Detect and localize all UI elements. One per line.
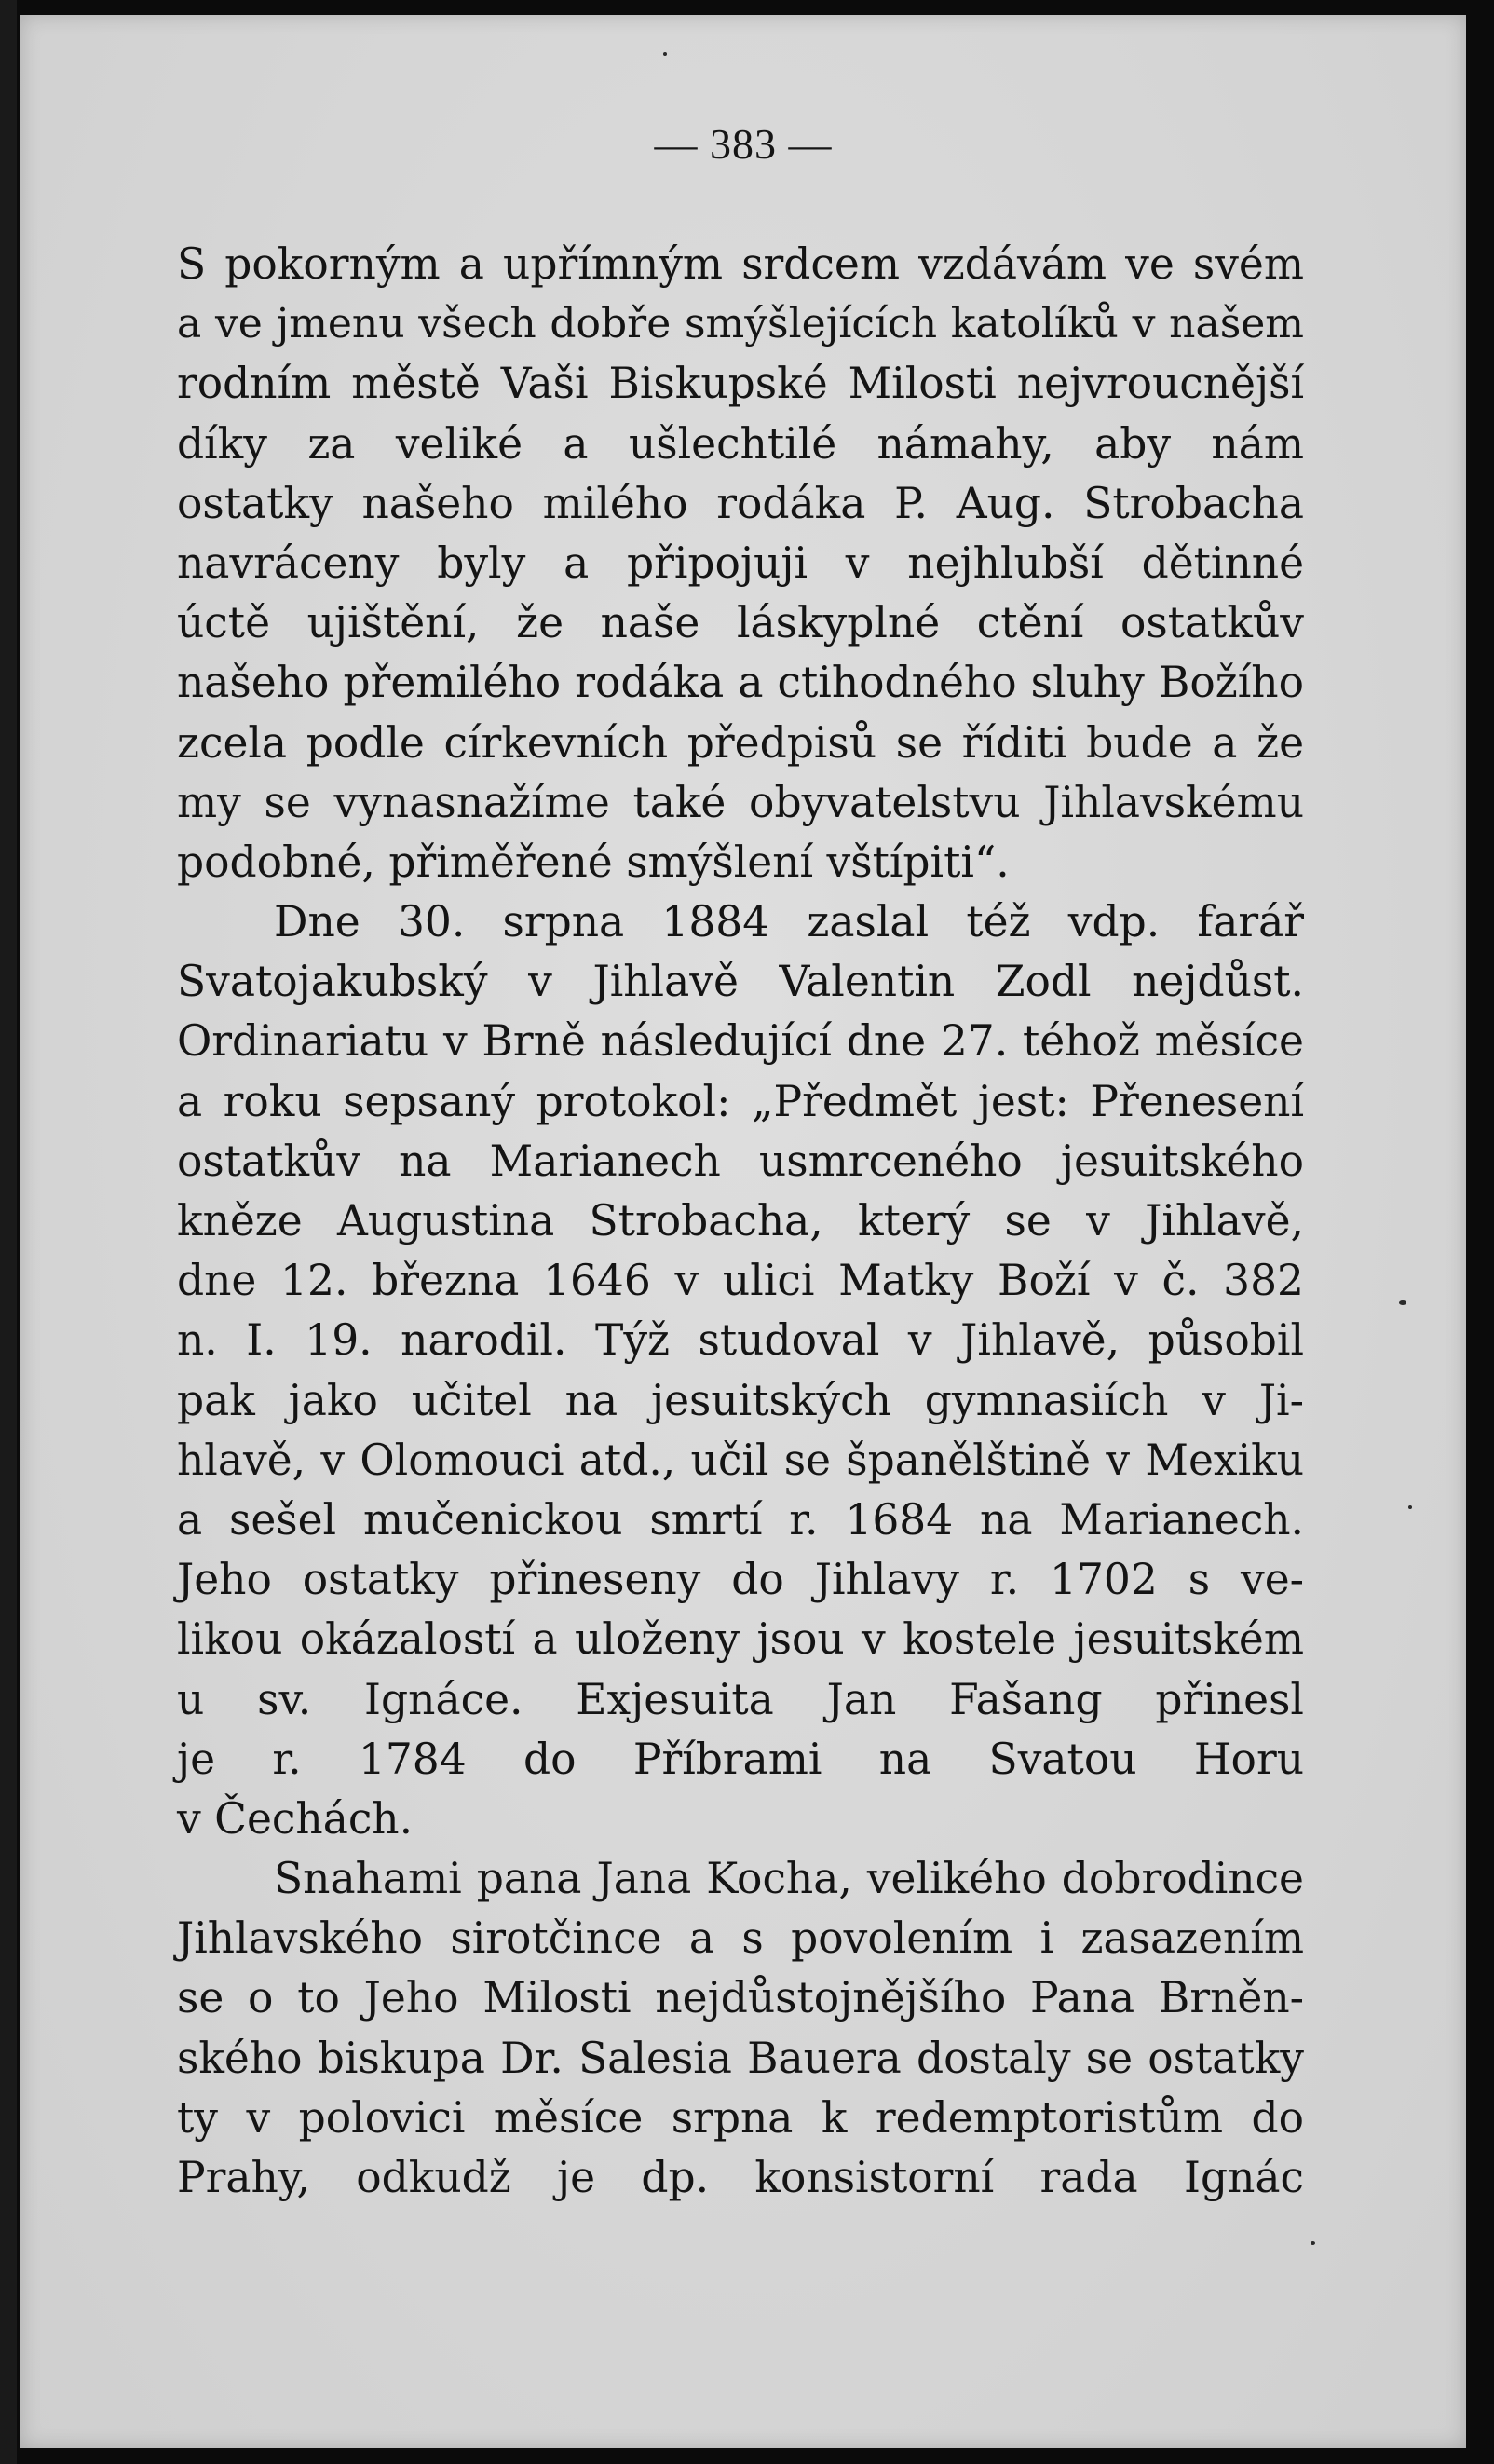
text-line: Svatojakubský v Jihlavě Valentin Zodl nejdůst.	[177, 957, 1304, 1007]
text-line: podobné, přiměřené smýšlení vštípiti“.	[177, 837, 1010, 887]
text-line: Jihlavského sirotčince a s povolením i zasazením	[177, 1913, 1304, 1964]
text-line: a sešel mučenickou smrtí r. 1684 na Marianech.	[177, 1494, 1304, 1545]
book-edge	[0, 0, 17, 2464]
text-line: ostatky našeho milého rodáka P. Aug. Strobacha	[177, 478, 1304, 528]
text-line: zcela podle církevních předpisů se říditi bude a že	[177, 717, 1304, 768]
text-line: rodním městě Vaši Biskupské Milosti nejvroucnější	[177, 359, 1304, 409]
text-line: n. I. 19. narodil. Týž studoval v Jihlavě, působil	[177, 1315, 1304, 1366]
text-line: našeho přemilého rodáka a ctihodného sluhy Božího	[177, 658, 1304, 708]
text-line: a roku sepsaný protokol: „Předmět jest: Přenesení	[177, 1076, 1304, 1126]
paper-speck	[1399, 1300, 1406, 1305]
page-body	[177, 235, 1304, 2208]
text-line: ského biskupa Dr. Salesia Bauera dostaly se ostatky	[177, 2033, 1304, 2083]
text-line: kněze Augustina Strobacha, který se v Jihlavě,	[177, 1196, 1304, 1246]
text-line: u sv. Ignáce. Exjesuita Jan Fašang přinesl	[177, 1674, 1304, 1724]
text-line: a ve jmenu všech dobře smýšlejících katolíků v našem	[177, 300, 1304, 348]
text-line: v Čechách.	[177, 1793, 414, 1844]
paragraph-start: Snahami pana Jana Kocha, velikého dobrodince	[274, 1854, 1304, 1904]
text-line: navráceny byly a připojuji v nejhlubší dětinné	[177, 538, 1304, 588]
text-line: Ordinariatu v Brně následující dne 27. téhož měsíce	[177, 1016, 1304, 1067]
paper-speck	[1311, 2241, 1315, 2245]
text-line: Jeho ostatky přineseny do Jihlavy r. 1702 s ve-	[177, 1555, 1304, 1605]
text-line: hlavě, v Olomouci atd., učil se španělštině v Mexiku	[177, 1435, 1304, 1485]
text-line: pak jako učitel na jesuitských gymnasiích v Ji-	[177, 1375, 1304, 1425]
text-line: je r. 1784 do Příbrami na Svatou Horu	[177, 1734, 1304, 1784]
text-line: S pokorným a upřímným srdcem vzdávám ve svém	[177, 239, 1304, 289]
paper-speck	[663, 52, 667, 56]
text-line: likou okázalostí a uloženy jsou v kostele jesuitském	[177, 1614, 1304, 1665]
text-line: se o to Jeho Milosti nejdůstojnějšího Pana Brněn-	[177, 1973, 1304, 2023]
text-line: ostatkův na Marianech usmrceného jesuitského	[177, 1136, 1304, 1186]
text-line: ty v polovici měsíce srpna k redemptoristům do	[177, 2092, 1304, 2143]
book-page	[20, 15, 1466, 2448]
paper-speck	[1408, 1505, 1412, 1509]
paragraph-start: Dne 30. srpna 1884 zaslal též vdp. farář	[274, 897, 1304, 947]
page-number: — 383 —	[654, 120, 833, 168]
text-line: my se vynasnažíme také obyvatelstvu Jihlavskému	[177, 777, 1304, 827]
text-line: díky za veliké a ušlechtilé námahy, aby nám	[177, 418, 1304, 469]
text-line: úctě ujištění, že naše láskyplné ctění ostatkův	[177, 598, 1304, 648]
text-line: Prahy, odkudž je dp. konsistorní rada Ignác	[177, 2153, 1304, 2202]
text-line: dne 12. března 1646 v ulici Matky Boží v č. 382	[177, 1256, 1304, 1306]
